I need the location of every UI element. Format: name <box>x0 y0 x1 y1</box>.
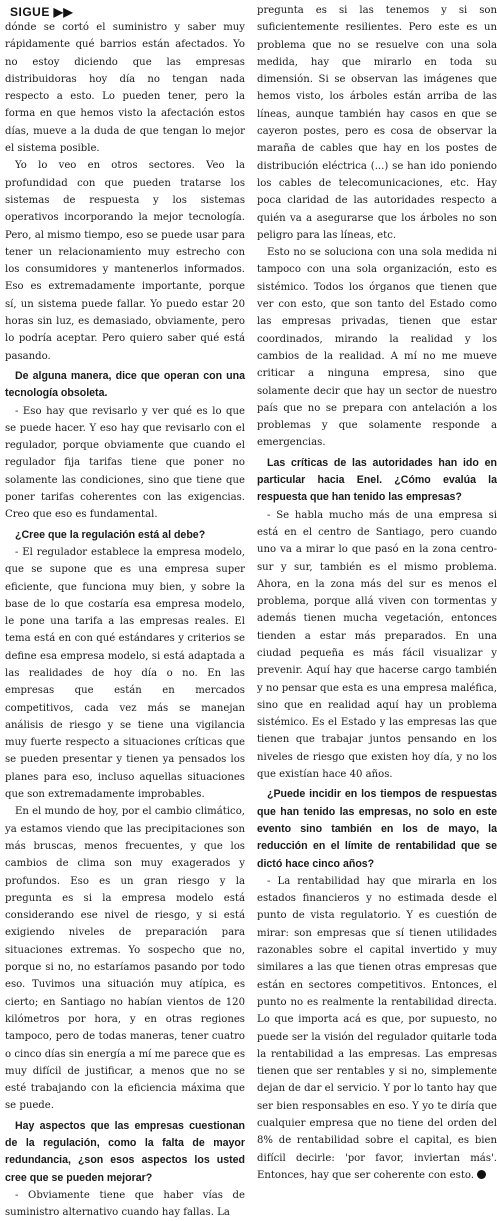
continued-header: SIGUE ▶▶ <box>10 5 74 19</box>
interview-question <box>5 527 245 544</box>
body-paragraph <box>5 157 245 365</box>
paragraph-text: - Eso hay que revisarlo y ver qué es lo que se puede hacer. Y eso hay que revisarlo con el regulador, porque obviamente que cuando el regulador fija tarifas tiene que poner no solamente las condiciones, sino que tiene que poner tarifas coherentes con las exigencias. Creo que eso es fundamental. <box>5 405 245 521</box>
end-of-article-icon <box>477 1170 486 1179</box>
paragraph-text: - Obviamente tiene que haber vías de suministro alternativo cuando hay fallas. La <box>5 1189 245 1219</box>
interview-question <box>257 455 497 507</box>
paragraph-text: - La rentabilidad hay que mirarla en los estados financieros y no estimada desde el punto de vista regulatorio. Y es cuestión de mirar: son empresas que sí tienen utilidades razonables sobre el capital invertido y muy similares a las que tienen otras empresas que están en sectores competitivos. Entonces, el punto no es realmente la rentabilidad directa. Lo que importa acá es que, por supuesto, no puede ser la visión del regulador quitarle toda la rentabilidad a las empresas. Las empresas tienen que ser rentables y si no, simplemente dejan de dar el servicio. Y por lo tanto hay que ser bien responsables en eso. Y yo te diría que cualquier empresa que no tiene del orden del 8% de rentabilidad sobre el capital, es bien difícil decirle: 'por favor, inviertan más'. Entonces, hay que ser coherente con esto. <box>257 875 497 1181</box>
paragraph-text: Esto no se soluciona con una sola medida ni tampoco con una sola organización, esto es sistémico. Todos los órganos que tienen que ver con esto, que son tanto del Estado como las empresas privadas, tienen que estar coordinados, mirando la realidad y los cambios de la realidad. A mí no me mueve criticar a ninguna empresa, sino que solamente decir que hay un sector de nuestro país que no se prepara con antelación a los problemas y que solamente responde a emergencias. <box>257 247 497 449</box>
paragraph-text: - El regulador establece la empresa modelo, que se supone que es una empresa super eficiente, que funciona muy bien, y sobre la base de lo que costaría esa empresa modelo, le pone una tarifa a las empresas reales. El tema está en con qué estándares y criterios se define esa empresa modelo, si está adaptada a las realidades de hoy día o no. En las empresas que están en mercados competitivos, cada vez más se manejan análisis de riesgo y se tiene una vigilancia muy fuerte respecto a situaciones críticas que se pueden presentar y tienen ya pensados los planes para eso, incluso aquellas situaciones que son extremadamente improbables. <box>5 546 245 801</box>
body-paragraph <box>5 403 245 524</box>
interview-question <box>5 1118 245 1187</box>
paragraph-text: ¿Cree que la regulación está al debe? <box>15 528 206 541</box>
paragraph-text: Yo lo veo en otros sectores. Veo la profundidad con que pueden tratarse los sistemas de respuesta y los sistemas operativos incorporando la mejor tecnología. Pero, al mismo tiempo, eso se puede usar para tener un relacionamiento muy estrecho con los consumidores y mantenerlos informados. Eso es extremadamente importante, porque sí, un sistema puede fallar. Yo puedo estar 20 horas sin luz, es demasiado, obviamente, pero lo podría aceptar. Pero quiero saber qué está pasando. <box>5 160 245 362</box>
interview-question <box>5 368 245 403</box>
article-column-left <box>5 19 245 1219</box>
body-paragraph <box>5 1187 245 1221</box>
body-paragraph <box>257 2 497 244</box>
body-paragraph <box>257 244 497 452</box>
paragraph-text: pregunta es si las tenemos y si son suficientemente resilientes. Pero este es un problema que no se resuelve con una sola medida, hay que mirarlo en toda su dimensión. Si se observan las imágenes que hemos visto, los árboles están arriba de las líneas, aunque también hay casos en que se cayeron postes, pero es cosa de observar la maraña de cables que hay en los postes de distribución eléctrica (...) se han ido poniendo los cables de telecomunicaciones, etc. Hay poca claridad de las autoridades respecto a quién va a asegurarse que los árboles no son peligro para las líneas, etc. <box>257 5 497 241</box>
paragraph-text: - Se habla mucho más de una empresa si está en el centro de Santiago, pero cuando uno va a mirar lo que pasó en la zona centro-sur y sur, también es el mismo problema. Ahora, en la zona más del sur es menos el problema, porque allá viven con tormentas y además tienen mucha vegetación, entonces tienden a estar más preparados. En una ciudad pequeña es más fácil visualizar y prevenir. Aquí hay que hacerse cargo también y no pensar que esta es una empresa maléfica, sino que en realidad aquí hay un problema sistémico. Es el Estado y las empresas las que tienen que trabajar juntos pensando en los niveles de riesgo que existen hoy día, y no los que existían hace 40 años. <box>257 509 497 781</box>
paragraph-text: Hay aspectos que las empresas cuestionan de la regulación, como la falta de mayor redundancia, ¿son esos aspectos los usted cree que se pueden mejorar? <box>5 1119 245 1184</box>
paragraph-text: dónde se cortó el suministro y saber muy rápidamente qué barrios están afectados. Yo no estoy diciendo que las empresas distribuidoras hoy día no tengan nada respecto a esto. Lo pueden tener, pero la forma en que hemos visto la afectación estos días, mueve a la duda de que tengan lo mejor el sistema posible. <box>5 22 245 155</box>
paragraph-text: Las críticas de las autoridades han ido en particular hacia Enel. ¿Cómo evalúa la respuesta que han tenido las empresas? <box>257 456 497 504</box>
paragraph-text: ¿Puede incidir en los tiempos de respuestas que han tenido las empresas, no solo en este evento sino también en los de mayo, la reducción en el límite de rentabilidad que se dictó hace cinco años? <box>257 788 497 870</box>
body-paragraph <box>5 544 245 803</box>
paragraph-text: En el mundo de hoy, por el cambio climático, ya estamos viendo que las precipitaciones son más bruscas, menos frecuentes, y que los cambios de clima son muy exagerados y profundos. Eso es un gran riesgo y la pregunta es si la empresa modelo está considerando ese nivel de riesgo, y si está exigiendo niveles de preparación para situaciones extremas. Yo sospecho que no, porque si no, no estaríamos pasando por todo eso. Tuvimos una situación muy atípica, es cierto; en Santiago no habían vientos de 120 kilómetros por hora, y en otras regiones tampoco, pero de todas maneras, tener cuatro o cinco días sin energía a mí me parece que es muy difícil de justificar, a menos que no se esté trabajando con la eficiencia máxima que se puede. <box>5 806 245 1112</box>
body-paragraph <box>257 873 497 1184</box>
body-paragraph <box>5 19 245 157</box>
interview-question <box>257 786 497 872</box>
body-paragraph <box>5 803 245 1114</box>
article-column-right <box>257 2 497 1181</box>
paragraph-text: De alguna manera, dice que operan con una tecnología obsoleta. <box>5 369 245 400</box>
body-paragraph <box>257 507 497 784</box>
